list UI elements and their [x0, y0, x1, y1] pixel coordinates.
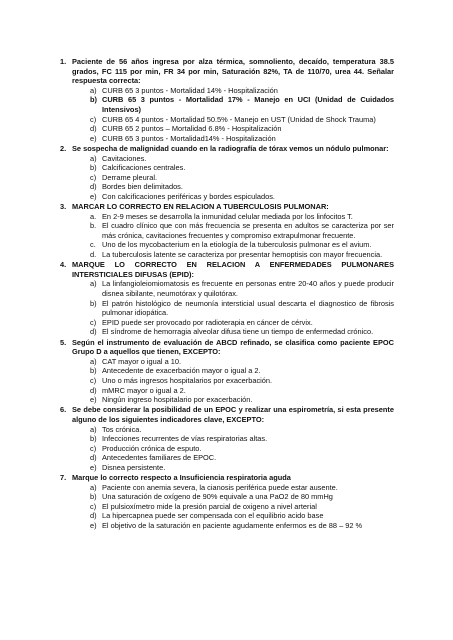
option-text: EPID puede ser provocado por radioterapia en cáncer de cérvix.	[102, 317, 313, 327]
option-text: CAT mayor o igual a 10.	[102, 356, 182, 366]
option-text: El objetivo de la saturación en paciente agudamente enfermos es de 88 – 92 %	[102, 521, 363, 531]
option-letter: b)	[90, 492, 97, 502]
option-letter: d)	[90, 182, 97, 192]
answer-option	[90, 299, 394, 318]
option-letter: b.	[90, 221, 97, 231]
answer-option	[90, 511, 394, 521]
option-text: Una saturación de oxígeno de 90% equivale a una PaO2 de 80 mmHg	[102, 492, 333, 502]
question-heading	[60, 338, 394, 357]
answer-option	[90, 502, 394, 512]
answer-option	[90, 173, 394, 183]
question-heading	[60, 473, 394, 483]
option-text: Antecedente de exacerbación mayor o igual a 2.	[102, 366, 261, 376]
answer-option	[90, 434, 394, 444]
option-letter: e)	[90, 395, 97, 405]
question-1	[60, 57, 394, 143]
option-letter: d)	[90, 385, 97, 395]
answer-option	[90, 395, 394, 405]
question-heading	[60, 144, 394, 154]
option-letter: a.	[90, 211, 97, 221]
option-letter: a)	[90, 279, 97, 289]
answer-option	[90, 86, 394, 96]
option-text: Bordes bien delimitados.	[102, 182, 183, 192]
option-text: Tos crónica.	[102, 424, 142, 434]
answer-option	[90, 521, 394, 531]
option-text: Con calcificaciones periféricas y bordes espiculados.	[102, 191, 275, 201]
option-letter: a)	[90, 424, 97, 434]
option-text: En 2-9 meses se desarrolla la inmunidad celular mediada por los linfocitos T.	[102, 211, 353, 221]
answer-option	[90, 124, 394, 134]
answer-option	[90, 182, 394, 192]
question-7	[60, 473, 394, 531]
option-text: CURB 65 4 puntos - Mortalidad 50.5% - Manejo en UST (Unidad de Shock Trauma)	[102, 114, 376, 124]
option-text: El pulsioxímetro mide la presión parcial de oxigeno a nivel arterial	[102, 501, 317, 511]
option-text: CURB 65 2 puntos – Mortalidad 6.8% - Hospitalización	[102, 124, 282, 134]
question-number: 7.	[60, 473, 67, 483]
option-text: Ningún ingreso hospitalario por exacerbación.	[102, 395, 253, 405]
answer-option	[90, 212, 394, 222]
question-text: Se debe considerar la posibilidad de un EPOC y realizar una espirometría, si esta presente alguno de los siguientes indicadores clave, EXCEPTO:	[72, 405, 394, 424]
option-letter: d)	[90, 511, 97, 521]
option-text: CURB 65 3 puntos - Mortalidad 14% - Hospitalización	[102, 85, 278, 95]
option-letter: d)	[90, 453, 97, 463]
option-letter: b)	[90, 298, 97, 308]
question-number: 4.	[60, 260, 67, 270]
option-text: La linfangioleiomiomatosis es frecuente en personas entre 20-40 años y puede producir disnea sibilante, neumotórax y quilotórax.	[102, 279, 394, 299]
option-letter: c)	[90, 172, 97, 182]
question-text: Marque lo correcto respecto a Insuficiencia respiratoria aguda	[72, 473, 291, 483]
option-letter: a)	[90, 482, 97, 492]
option-letter: b)	[90, 163, 97, 173]
option-letter: a)	[90, 356, 97, 366]
question-2	[60, 144, 394, 202]
question-text: Según el instrumento de evaluación de ABCD refinado, se clasifica como paciente EPOC Grupo D a aquellos que tienen, EXCEPTO:	[72, 337, 394, 357]
option-text: La tuberculosis latente se caracteriza por presentar hemoptisis con mayor frecuencia.	[102, 250, 383, 260]
answer-option	[90, 444, 394, 454]
answer-option	[90, 250, 394, 260]
question-heading	[60, 260, 394, 279]
question-5	[60, 338, 394, 405]
option-text: La hipercapnea puede ser compensada con el equilibrio acido base	[102, 511, 324, 521]
answer-option	[90, 386, 394, 396]
question-number: 6.	[60, 405, 67, 415]
question-text: Paciente de 56 años ingresa por alza térmica, somnoliento, decaído, temperatura 38.5 grados, FC 115 por min, FR 34 por min, Saturación 82%, TA de 110/70, urea 44. Señalar respuesta correcta:	[72, 57, 394, 86]
question-heading	[60, 57, 394, 86]
option-text: El cuadro clínico que con más frecuencia se presenta en adultos se caracteriza por ser más crónica, cavitaciones frecuentes y compromiso extrapulmonar frecuente.	[102, 221, 394, 240]
answer-option	[90, 115, 394, 125]
answer-option	[90, 95, 394, 114]
option-letter: c)	[90, 375, 97, 385]
question-3	[60, 202, 394, 260]
answer-option	[90, 279, 394, 298]
option-letter: c)	[90, 443, 97, 453]
answer-option	[90, 192, 394, 202]
option-letter: b)	[90, 434, 97, 444]
question-4	[60, 260, 394, 337]
answer-option	[90, 366, 394, 376]
option-letter: b)	[90, 366, 97, 376]
answer-option	[90, 453, 394, 463]
question-number: 5.	[60, 337, 67, 347]
question-number: 2.	[60, 143, 67, 153]
option-letter: a)	[90, 153, 97, 163]
option-letter: b)	[90, 95, 97, 105]
question-heading	[60, 405, 394, 424]
option-letter: d.	[90, 250, 97, 260]
option-letter: d)	[90, 124, 97, 134]
answer-option	[90, 483, 394, 493]
answer-option	[90, 327, 394, 337]
answer-option	[90, 154, 394, 164]
option-letter: c.	[90, 240, 96, 250]
option-text: CURB 65 3 puntos - Mortalidad 17% - Manejo en UCI (Unidad de Cuidados Intensivos)	[102, 95, 394, 114]
option-text: Uno o más ingresos hospitalarios por exacerbación.	[102, 375, 273, 385]
option-text: Cavitaciones.	[102, 153, 147, 163]
question-number: 1.	[60, 57, 67, 66]
option-text: Calcificaciones centrales.	[102, 163, 186, 173]
option-text: Antecedentes familiares de EPOC.	[102, 453, 217, 463]
question-text: MARQUE LO CORRECTO EN RELACION A ENFERMEDADES PULMONARES INTERSTICIALES DIFUSAS (EPID):	[72, 260, 394, 279]
option-letter: e)	[90, 133, 97, 143]
option-letter: c)	[90, 317, 97, 327]
option-text: El patrón histológico de neumonía intersticial usual descarta el diagnostico de fibrosis pulmonar idiopática.	[102, 298, 394, 318]
option-text: CURB 65 3 puntos - Mortalidad14% - Hospitalización	[102, 133, 276, 143]
option-text: Derrame pleural.	[102, 172, 158, 182]
answer-option	[90, 221, 394, 240]
question-number: 3.	[60, 202, 67, 212]
option-letter: d)	[90, 327, 97, 337]
option-letter: e)	[90, 462, 97, 472]
answer-option	[90, 134, 394, 144]
question-text: Se sospecha de malignidad cuando en la radiografía de tórax vemos un nódulo pulmonar:	[72, 143, 389, 153]
answer-option	[90, 463, 394, 473]
answer-option	[90, 425, 394, 435]
option-letter: c)	[90, 501, 97, 511]
option-letter: e)	[90, 521, 97, 531]
question-heading	[60, 202, 394, 212]
answer-option	[90, 163, 394, 173]
question-text: MARCAR LO CORRECTO EN RELACION A TUBERCULOSIS PULMONAR:	[72, 202, 329, 212]
option-text: mMRC mayor o igual a 2.	[102, 385, 186, 395]
question-6	[60, 405, 394, 472]
option-letter: a)	[90, 85, 97, 95]
option-text: Infecciones recurrentes de vías respiratorias altas.	[102, 434, 268, 444]
option-text: Disnea persistente.	[102, 462, 166, 472]
option-text: Uno de los mycobacterium en la etiología de la tuberculosis pulmonar es el avium.	[102, 240, 372, 250]
option-letter: e)	[90, 191, 97, 201]
option-text: Paciente con anemia severa, la cianosis periférica puede estar ausente.	[102, 482, 338, 492]
option-text: El síndrome de hemorragia alveolar difusa tiene un tiempo de enfermedad crónico.	[102, 327, 374, 337]
answer-option	[90, 376, 394, 386]
option-text: Producción crónica de esputo.	[102, 443, 202, 453]
question-list	[60, 57, 394, 531]
answer-option	[90, 492, 394, 502]
answer-option	[90, 357, 394, 367]
option-letter: c)	[90, 114, 97, 124]
answer-option	[90, 318, 394, 328]
answer-option	[90, 240, 394, 250]
